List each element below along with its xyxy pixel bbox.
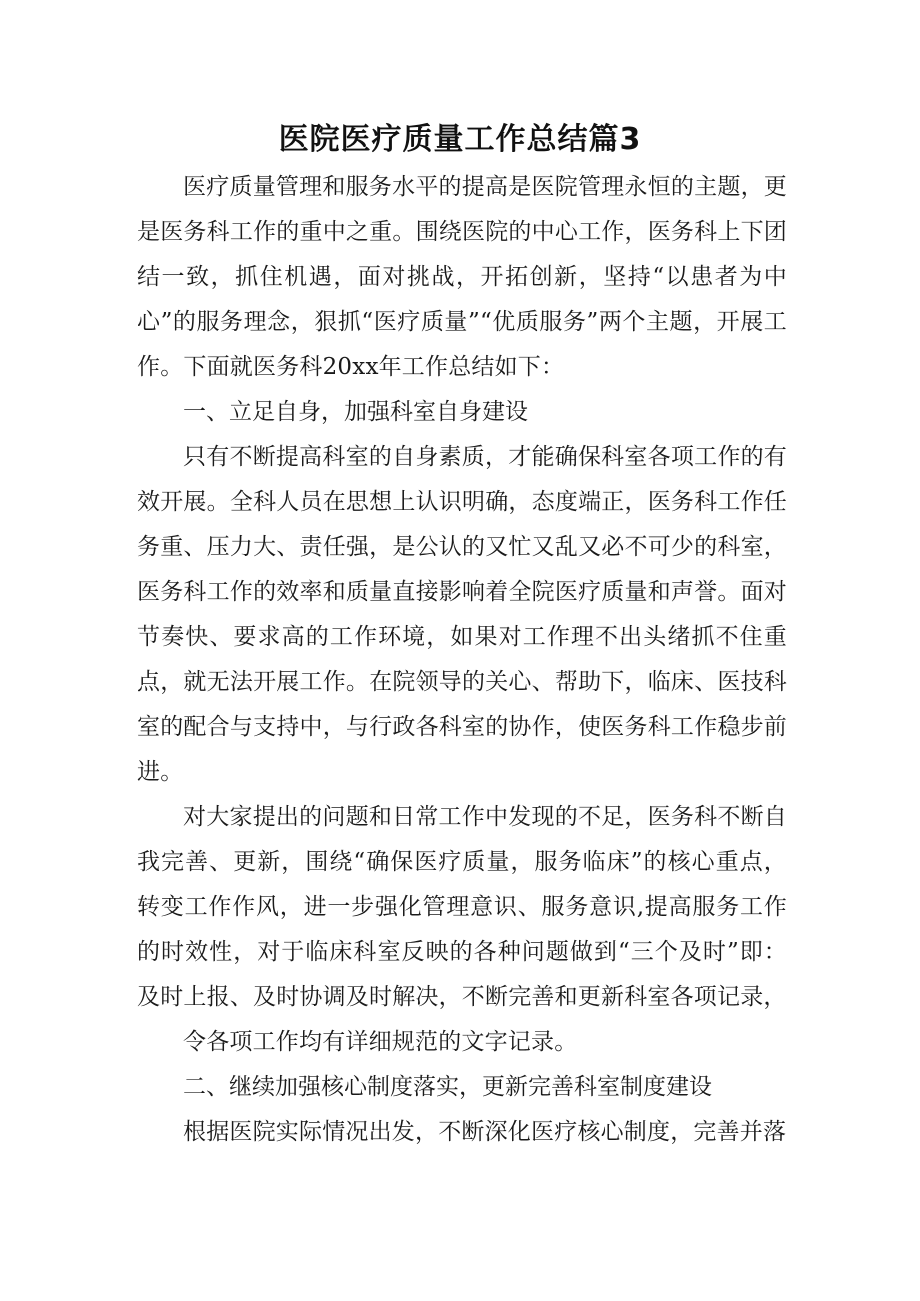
paragraph-intro: 医疗质量管理和服务水平的提高是医院管理永恒的主题，更是医务科工作的重中之重。围绕医院的中心工作，医务科上下团结一致，抓住机遇，面对挑战，开拓创新，坚持“以患者为中心”的服务理念，狠抓“医疗质量”“优质服务”两个主题，开展工作。下面就医务科20xx年工作总结如下： [137, 174, 787, 380]
document-title: 医院医疗质量工作总结篇3 [278, 122, 642, 157]
document-body [137, 165, 787, 1155]
section-heading-2: 二、继续加强核心制度落实，更新完善科室制度建设 [183, 1074, 712, 1100]
paragraph-section-1-a: 只有不断提高科室的自身素质，才能确保科室各项工作的有效开展。全科人员在思想上认识明确，态度端正，医务科工作任务重、压力大、责任强，是公认的又忙又乱又必不可少的科室，医务科工作的效率和质量直接影响着全院医疗质量和声誉。面对节奏快、要求高的工作环境，如果对工作理不出头绪抓不住重点，就无法开展工作。在院领导的关心、帮助下，临床、医技科室的配合与支持中，与行政各科室的协作，使医务科工作稳步前进。 [137, 444, 787, 785]
paragraph-section-2-a: 根据医院实际情况出发，不断深化医疗核心制度，完善并落 [183, 1119, 787, 1145]
paragraph-section-1-c: 令各项工作均有详细规范的文字记录。 [183, 1029, 578, 1055]
paragraph-section-1-b: 对大家提出的问题和日常工作中发现的不足，医务科不断自我完善、更新，围绕“确保医疗质量，服务临床”的核心重点，转变工作作风，进一步强化管理意识、服务意识,提高服务工作的时效性，对于临床科室反映的各种问题做到“三个及时”即：及时上报、及时协调及时解决，不断完善和更新科室各项记录， [137, 804, 787, 1010]
section-heading-1: 一、立足自身，加强科室自身建设 [183, 399, 528, 425]
